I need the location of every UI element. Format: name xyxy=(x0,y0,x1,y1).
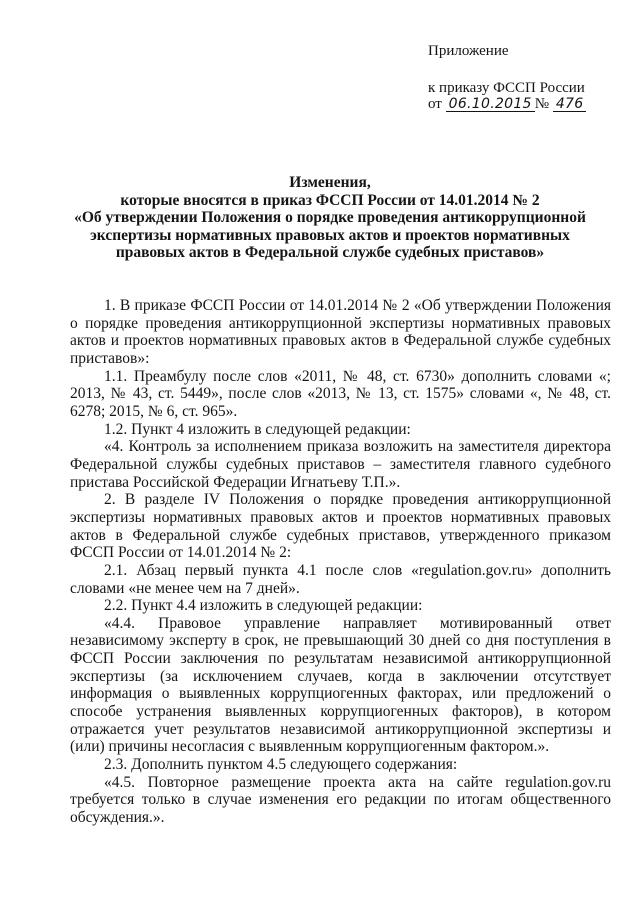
appendix-title: Приложение xyxy=(428,43,509,59)
document-body xyxy=(70,297,611,827)
paragraph: 2.1. Абзац первый пункта 4.1 после слов «regulation.gov.ru» дополнить словами «не менее чем на 7 дней». xyxy=(70,561,611,597)
paragraph: «4.5. Повторное размещение проекта акта на сайте regulation.gov.ru требуется только в случае изменения его редакции по итогам общественного обсуждения.». xyxy=(70,773,611,827)
heading-line: которые вносятся в приказ ФССП России от 14.01.2014 № 2 xyxy=(120,191,540,209)
paragraph: 1.2. Пункт 4 изложить в следующей редакции: xyxy=(104,420,411,438)
date-prefix: от xyxy=(428,96,442,112)
heading-line: «Об утверждении Положения о порядке проведения антикоррупционной xyxy=(74,209,586,227)
paragraph: 1. В приказе ФССП России от 14.01.2014 № 2 «Об утверждении Положения о порядке проведения антикоррупционной экспертизы нормативных правовых актов и проектов нормативных правовых актов в Федеральной службе судебных приставов»: xyxy=(70,297,611,367)
heading-line: экспертизы нормативных правовых актов и проектов нормативных xyxy=(90,226,570,244)
paragraph: «4. Контроль за исполнением приказа возложить на заместителя директора Федеральной службы судебных приставов – заместителя главного судебного пристава Российской Федерации Игнатьеву Т.П.». xyxy=(70,438,611,491)
paragraph: «4.4. Правовое управление направляет мотивированный ответ независимому эксперту в срок, не превышающий 30 дней со дня поступления в ФССП России заключения по результатам независимой антикоррупционной экспертизы (за исключением случаев, когда в заключении отсутствует информация о выявленных коррупциогенных факторах, или предложений о способе устранения выявленных коррупциогенных факторов), в котором отражается учет результатов независимой антикоррупционной экспертизы и (или) причины несогласия с выявленным коррупциогенным фактором.». xyxy=(70,614,611,756)
appendix-date-line xyxy=(428,96,586,113)
number-prefix: № xyxy=(534,96,550,112)
paragraph: 2.2. Пункт 4.4 изложить в следующей редакции: xyxy=(104,597,423,615)
document-heading xyxy=(60,174,600,262)
paragraph: 2.3. Дополнить пунктом 4.5 следующего содержания: xyxy=(104,756,458,774)
paragraph: 1.1. Преамбулу после слов «2011, № 48, ст. 6730» дополнить словами «; 2013, № 43, ст. 5449», после слов «2013, № 13, ст. 1575» словами «, № 48, ст. 6278; 2015, № 6, ст. 965». xyxy=(70,367,611,420)
heading-line: Изменения, xyxy=(289,174,371,191)
appendix-reference: к приказу ФССП России xyxy=(428,80,585,96)
handwritten-number: 476 xyxy=(553,97,587,112)
heading-line: правовых актов в Федеральной службе судебных приставов» xyxy=(115,244,545,262)
paragraph: 2. В разделе IV Положения о порядке проведения антикоррупционной экспертизы нормативных правовых актов и проектов нормативных правовых актов в Федеральной службе судебных приставов, утвержденного приказом ФССП России от 14.01.2014 № 2: xyxy=(70,491,611,562)
handwritten-date: 06.10.2015 xyxy=(446,97,535,112)
